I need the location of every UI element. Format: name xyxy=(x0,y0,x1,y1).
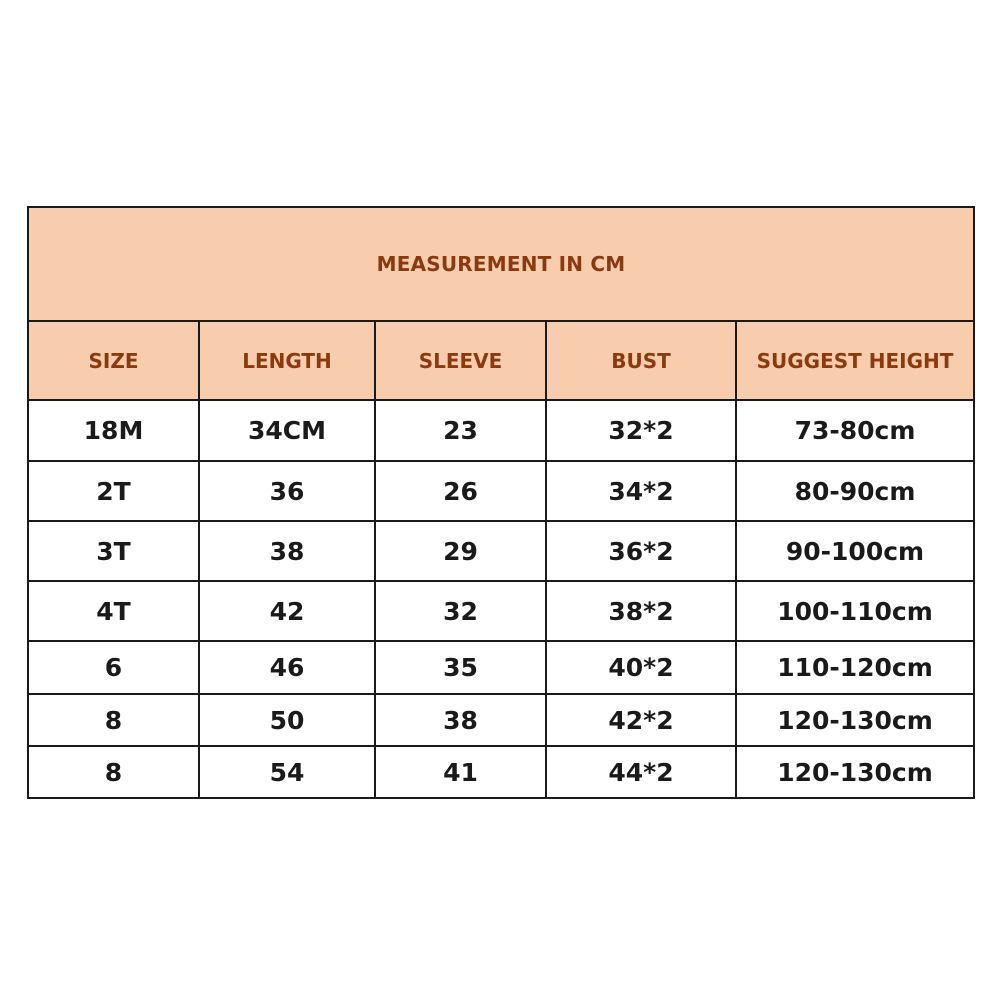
cell-suggest-height: 80-90cm xyxy=(736,461,974,521)
cell-size: 4T xyxy=(28,581,199,641)
cell-sleeve: 23 xyxy=(375,400,546,461)
cell-size: 18M xyxy=(28,400,199,461)
cell-length: 42 xyxy=(199,581,375,641)
cell-sleeve: 32 xyxy=(375,581,546,641)
cell-suggest-height: 120-130cm xyxy=(736,694,974,746)
column-header-suggest-height: SUGGEST HEIGHT xyxy=(736,321,974,400)
table-row xyxy=(28,694,974,746)
column-header-size: SIZE xyxy=(28,321,199,400)
cell-bust: 44*2 xyxy=(546,746,736,798)
column-header-bust: BUST xyxy=(546,321,736,400)
table-header-row xyxy=(28,321,974,400)
cell-suggest-height: 100-110cm xyxy=(736,581,974,641)
column-header-sleeve: SLEEVE xyxy=(375,321,546,400)
cell-length: 46 xyxy=(199,641,375,694)
cell-size: 6 xyxy=(28,641,199,694)
cell-suggest-height: 90-100cm xyxy=(736,521,974,581)
cell-length: 38 xyxy=(199,521,375,581)
cell-sleeve: 38 xyxy=(375,694,546,746)
table-title-row xyxy=(28,207,974,321)
cell-bust: 38*2 xyxy=(546,581,736,641)
table-title: MEASUREMENT IN CM xyxy=(28,207,974,321)
cell-bust: 36*2 xyxy=(546,521,736,581)
table-row xyxy=(28,400,974,461)
table-row xyxy=(28,641,974,694)
cell-size: 3T xyxy=(28,521,199,581)
cell-suggest-height: 110-120cm xyxy=(736,641,974,694)
table-row xyxy=(28,521,974,581)
cell-bust: 34*2 xyxy=(546,461,736,521)
cell-size: 2T xyxy=(28,461,199,521)
cell-size: 8 xyxy=(28,694,199,746)
cell-bust: 40*2 xyxy=(546,641,736,694)
table-row xyxy=(28,581,974,641)
column-header-length: LENGTH xyxy=(199,321,375,400)
cell-bust: 32*2 xyxy=(546,400,736,461)
size-chart-table xyxy=(27,206,975,799)
cell-sleeve: 35 xyxy=(375,641,546,694)
cell-suggest-height: 73-80cm xyxy=(736,400,974,461)
cell-length: 34CM xyxy=(199,400,375,461)
cell-length: 36 xyxy=(199,461,375,521)
cell-length: 54 xyxy=(199,746,375,798)
cell-bust: 42*2 xyxy=(546,694,736,746)
cell-length: 50 xyxy=(199,694,375,746)
cell-sleeve: 26 xyxy=(375,461,546,521)
cell-size: 8 xyxy=(28,746,199,798)
cell-suggest-height: 120-130cm xyxy=(736,746,974,798)
table-row xyxy=(28,746,974,798)
cell-sleeve: 41 xyxy=(375,746,546,798)
table-row xyxy=(28,461,974,521)
cell-sleeve: 29 xyxy=(375,521,546,581)
